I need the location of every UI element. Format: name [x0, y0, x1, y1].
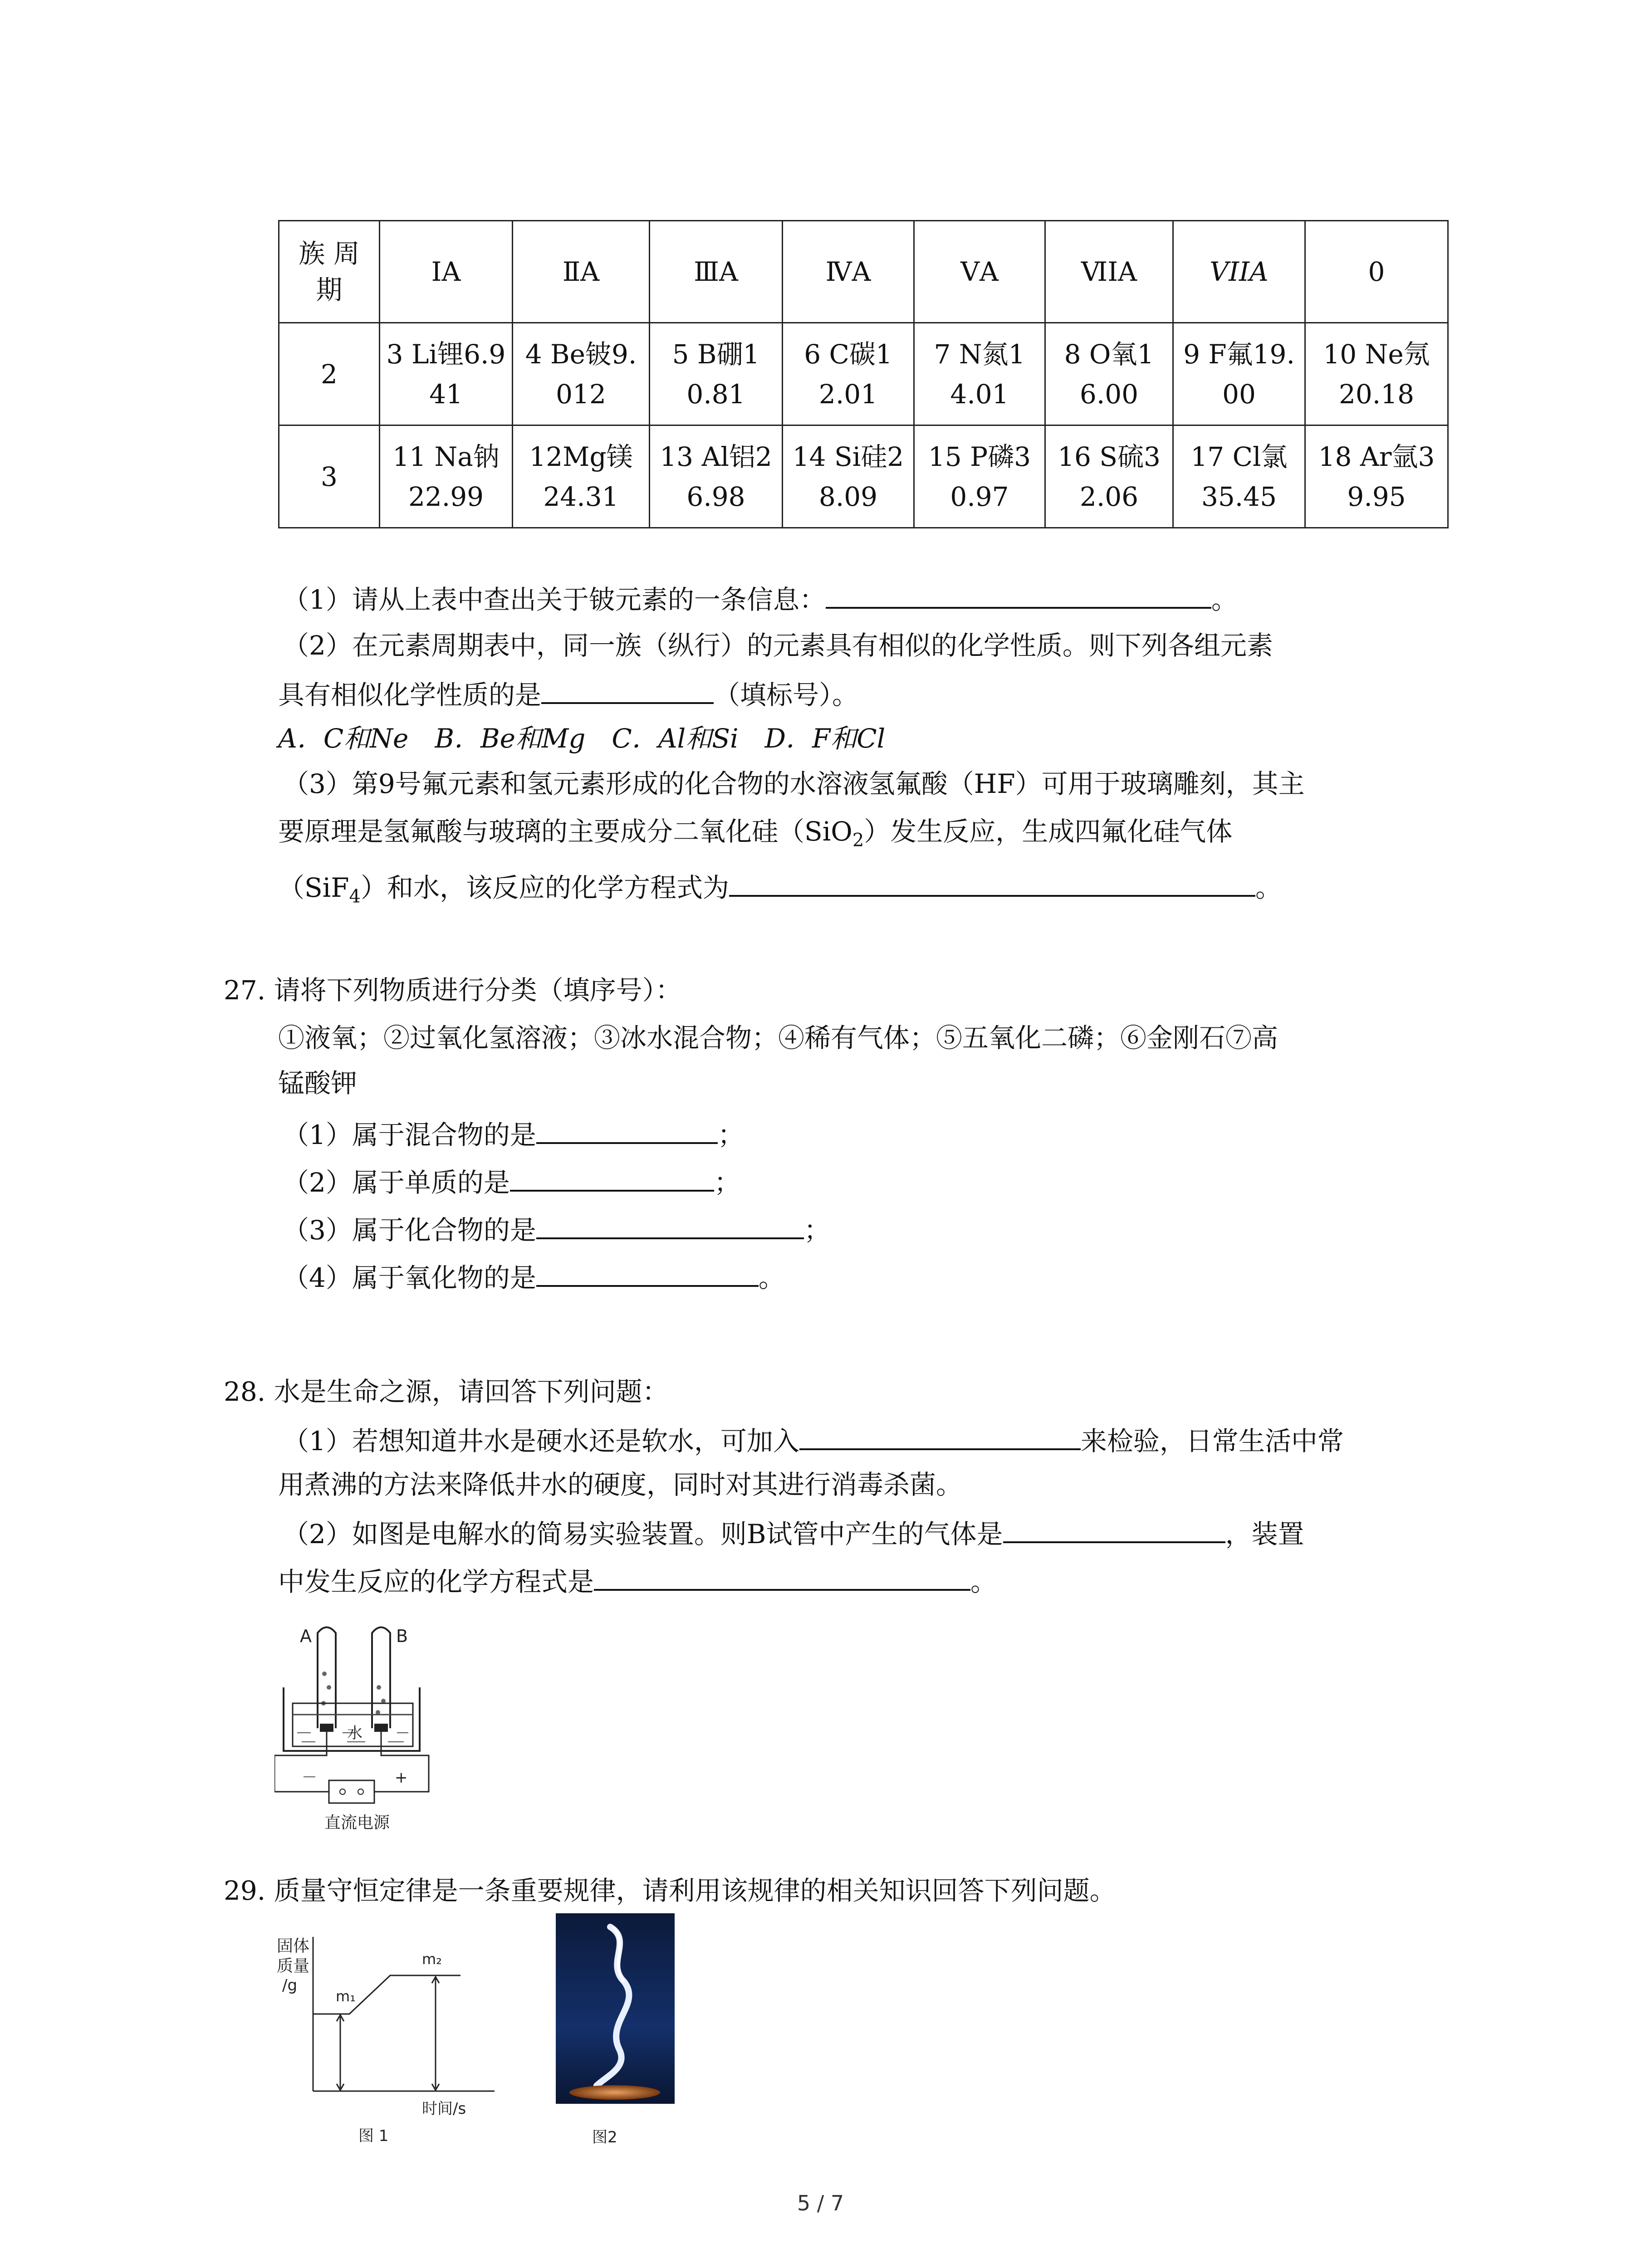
q27-items-line1: ①液氧；②过氧化氢溶液；③冰水混合物；④稀有气体；⑤五氧化二磷；⑥金刚石⑦高: [278, 1022, 1279, 1053]
element-cell: 4 Be铍9. 012: [513, 323, 650, 425]
q28-part2-answer-blank[interactable]: [1003, 1516, 1225, 1543]
element-cell: 9 F氟19. 00: [1173, 323, 1305, 425]
q26-part2-line2: [278, 677, 858, 711]
q26-part2-text: 具有相似化学性质的是: [278, 679, 542, 710]
q27-sub3-answer-blank[interactable]: [536, 1212, 804, 1239]
m1-label: m₁: [336, 1988, 356, 2005]
q29-title: 29. 质量守恒定律是一条重要规律，请利用该规律的相关知识回答下列问题。: [224, 1875, 1116, 1906]
q26-part3-text-a: 要原理是氢氟酸与玻璃的主要成分二氧化硅（SiO: [278, 816, 852, 847]
q27-sub4-end: 。: [758, 1262, 785, 1293]
test-tube-b: [372, 1628, 390, 1729]
burning-photo-figure: [556, 1913, 678, 2149]
water-label: 水: [347, 1724, 362, 1742]
q28-part1-line2: 用煮沸的方法来降低井水的硬度，同时对其进行消毒杀菌。: [278, 1469, 963, 1500]
figure1-caption: 图 1: [358, 2127, 389, 2145]
element-cell: 16 S硫3 2.06: [1045, 425, 1173, 528]
q26-part1-answer-blank[interactable]: [826, 582, 1211, 609]
q26-part3-line1: （3）第9号氟元素和氢元素形成的化合物的水溶液氢氟酸（HF）可用于玻璃雕刻，其主: [283, 768, 1305, 799]
y-label-line2: 质量: [277, 1957, 310, 1975]
q26-part3-end: 。: [1255, 872, 1282, 903]
header-cell: 0: [1305, 221, 1448, 323]
tube-b-label: B: [396, 1626, 408, 1646]
table-row-period-3: [279, 425, 1448, 528]
q26-part3-text-d: ）和水，该反应的化学方程式为: [360, 872, 729, 903]
power-supply: [329, 1780, 374, 1803]
table-header-row: [279, 221, 1448, 323]
page-number: 5 / 7: [797, 2191, 844, 2215]
periodic-table: [278, 220, 1449, 528]
q28-part2-text-b: 中发生反应的化学方程式是: [278, 1566, 594, 1597]
q26-part3-answer-blank[interactable]: [729, 870, 1255, 897]
q27-sub4-text: （4）属于氧化物的是: [283, 1262, 536, 1293]
q28-part2-text-end: ，装置: [1225, 1519, 1304, 1549]
q27-items-line2: 锰酸钾: [278, 1068, 358, 1099]
q27-sub2-answer-blank[interactable]: [510, 1164, 714, 1192]
header-cell: ⅥIA: [1045, 221, 1173, 323]
period-cell: 2: [279, 323, 380, 425]
q27-sub4-answer-blank[interactable]: [536, 1260, 759, 1287]
element-cell: 3 Li锂6.9 41: [380, 323, 513, 425]
q26-part2-end: （填标号）。: [714, 679, 859, 710]
subscript: 2: [852, 830, 864, 851]
mass-time-graph: [272, 1932, 508, 2146]
table-row-period-2: [279, 323, 1448, 425]
q27-sub3: [283, 1212, 830, 1246]
q26-part1-end: 。: [1211, 584, 1238, 615]
q28-title: 28. 水是生命之源，请回答下列问题：: [224, 1376, 669, 1407]
q28-part2-equation-blank[interactable]: [594, 1564, 970, 1591]
q26-part3-line2: [278, 815, 1232, 857]
q28-part1-text: （1）若想知道井水是硬水还是软水，可加入: [283, 1426, 799, 1457]
q26-part1: [283, 582, 1238, 616]
element-cell: 18 Ar氩3 9.95: [1305, 425, 1448, 528]
q27-sub1-text: （1）属于混合物的是: [283, 1119, 536, 1150]
q28-part1-text-end: 来检验，日常生活中常: [1080, 1426, 1344, 1457]
electrolysis-figure: [274, 1619, 456, 1837]
q27-sub2-text: （2）属于单质的是: [283, 1167, 510, 1198]
element-cell: 5 B硼1 0.81: [650, 323, 783, 425]
tube-a-label: A: [300, 1626, 312, 1646]
header-cell: ⅤA: [914, 221, 1045, 323]
q28-part1-answer-blank[interactable]: [799, 1423, 1081, 1450]
q26-part1-text: （1）请从上表中查出关于铍元素的一条信息：: [283, 584, 826, 615]
q26-part3-text-c: （SiF: [278, 872, 349, 903]
q28-part2-end: 。: [970, 1566, 997, 1597]
q27-sub3-text: （3）属于化合物的是: [283, 1215, 536, 1246]
q26-options: A．C和Ne B．Be和Mg C．Al和Si D．F和Cl: [278, 723, 886, 754]
header-corner-cell: 族 周 期: [279, 221, 380, 323]
m2-label: m₂: [422, 1950, 442, 1968]
power-label: 直流电源: [324, 1813, 390, 1832]
q27-sub1-end: ；: [717, 1119, 744, 1150]
q27-title: 27. 请将下列物质进行分类（填序号）：: [224, 975, 682, 1006]
dish: [569, 2085, 660, 2100]
q27-sub4: [283, 1260, 785, 1294]
element-cell: 12Mg镁 24.31: [513, 425, 650, 528]
header-cell: ⅡA: [513, 221, 650, 323]
element-cell: 10 Ne氖 20.18: [1305, 323, 1448, 425]
header-cell: ⅣA: [783, 221, 914, 323]
subscript: 4: [349, 886, 361, 907]
element-cell: 6 C碳1 2.01: [783, 323, 914, 425]
x-label: 时间/s: [422, 2100, 466, 2118]
element-cell: 17 Cl氯 35.45: [1173, 425, 1305, 528]
bubbles: [321, 1672, 386, 1715]
element-cell: 7 N氮1 4.01: [914, 323, 1045, 425]
period-cell: 3: [279, 425, 380, 528]
header-cell: ⅠA: [380, 221, 513, 323]
plus-sign: +: [395, 1769, 408, 1787]
photo-background: [556, 1913, 675, 2104]
q27-sub2-end: ；: [714, 1167, 740, 1198]
electrode-b: [374, 1724, 388, 1732]
q28-part2-text: （2）如图是电解水的简易实验装置。则B试管中产生的气体是: [283, 1519, 1003, 1549]
element-cell: 14 Si硅2 8.09: [783, 425, 914, 528]
q28-part1-line1: [283, 1423, 1344, 1457]
electrode-a: [320, 1724, 333, 1732]
q27-sub3-end: ；: [803, 1215, 830, 1246]
q27-sub1-answer-blank[interactable]: [536, 1117, 718, 1144]
q26-part2-answer-blank[interactable]: [541, 677, 714, 704]
element-cell: 13 Al铝2 6.98: [650, 425, 783, 528]
q27-sub1: [283, 1117, 744, 1151]
y-label-line1: 固体: [277, 1937, 310, 1955]
element-cell: 15 P磷3 0.97: [914, 425, 1045, 528]
q26-part3-line3: [278, 870, 1282, 913]
figure2-caption: 图2: [592, 2128, 617, 2146]
q27-sub2: [283, 1164, 740, 1199]
y-label-line3: /g: [282, 1976, 298, 1994]
q28-part2-line2: [278, 1564, 997, 1598]
q26-part2-line1: （2）在元素周期表中，同一族（纵行）的元素具有相似的化学性质。则下列各组元素: [283, 630, 1273, 661]
q28-part2-line1: [283, 1516, 1304, 1550]
minus-sign: －: [302, 1769, 317, 1787]
element-cell: 8 O氧1 6.00: [1045, 323, 1173, 425]
q26-part3-text-b: ）发生反应，生成四氟化硅气体: [864, 816, 1233, 847]
test-tube-a: [318, 1628, 336, 1729]
header-cell: VIIA: [1173, 221, 1305, 323]
element-cell: 11 Na钠 22.99: [380, 425, 513, 528]
header-cell: ⅢA: [650, 221, 783, 323]
